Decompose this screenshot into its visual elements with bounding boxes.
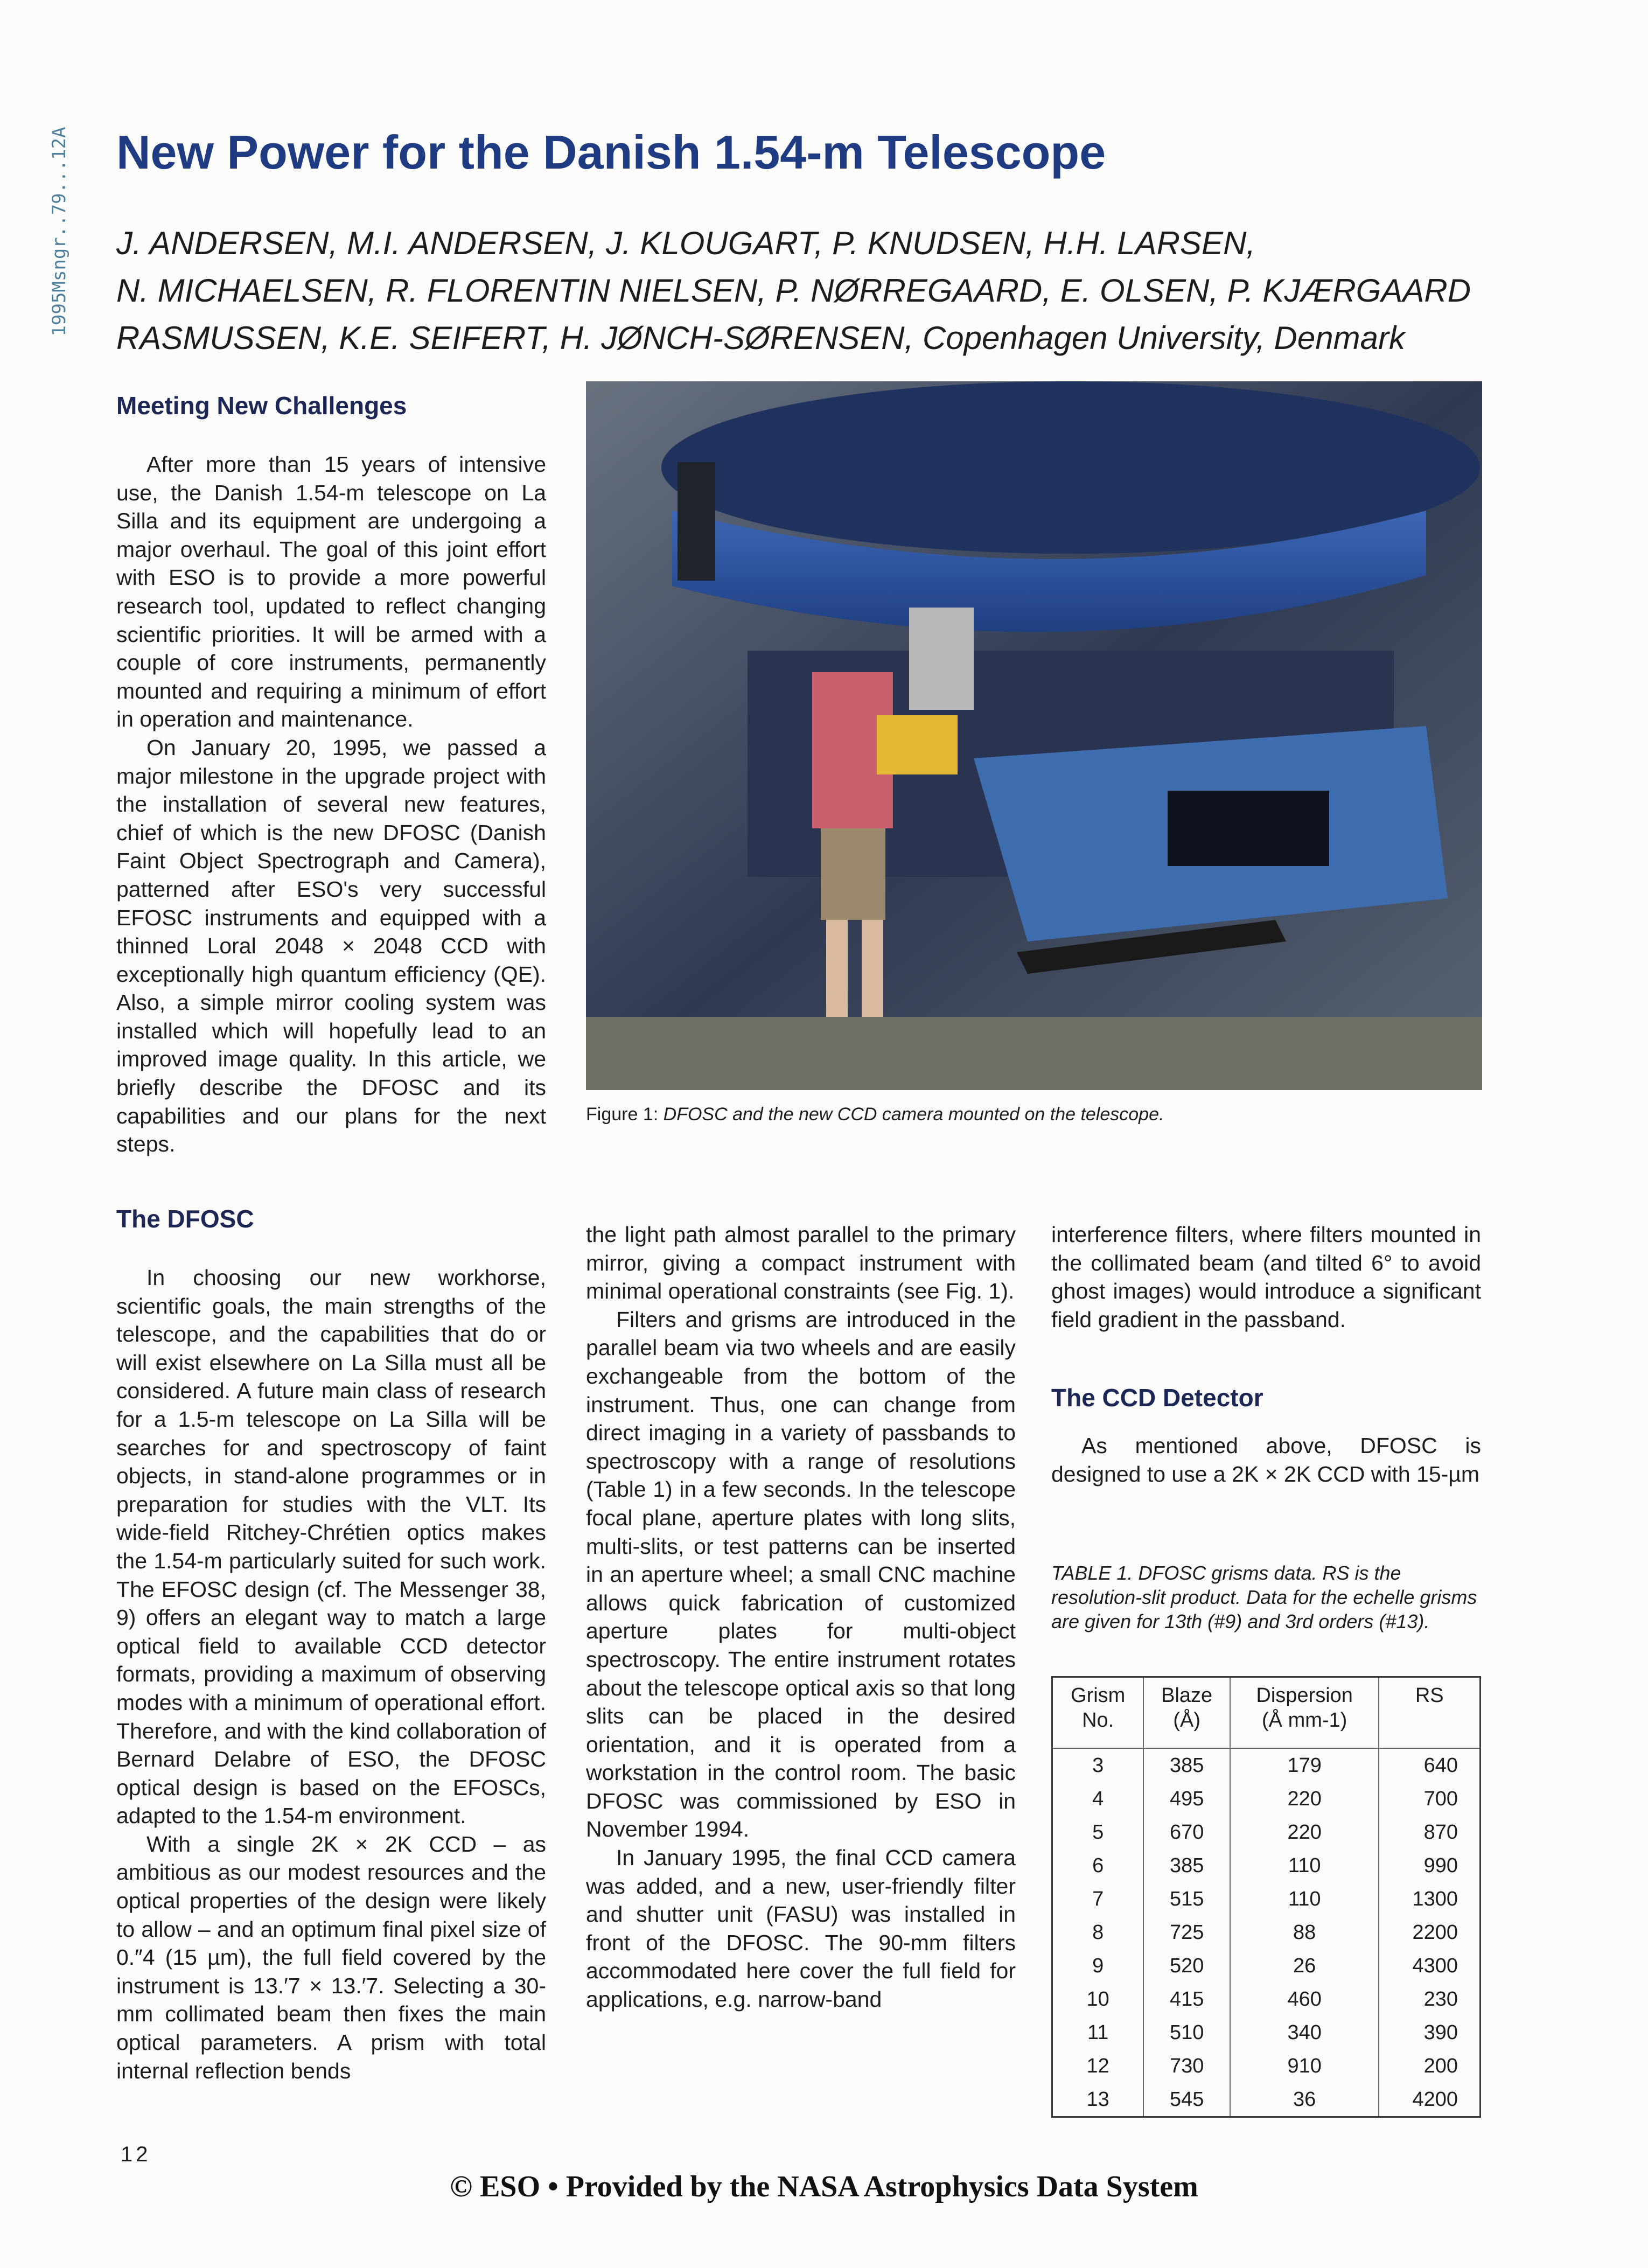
- paragraph: On January 20, 1995, we passed a major milestone in the upgrade project with the installation of several new features, chief of which is the new DFOSC (Danish Faint Object Spectrograph and Camera), patterned after ESO's very successful EFOSC instruments and equipped with a thinned Loral 2048 × 2048 CCD with exceptionally high quantum efficiency (QE). Also, a simple mirror cooling system was installed which will hopefully lead to an improved image quality. In this article, we briefly describe the DFOSC and its capabilities and our plans for the next steps.: [116, 735, 546, 1157]
- telescope-photo-illustration: [586, 381, 1482, 1090]
- table-row: 3 385 179 640: [1052, 1748, 1481, 1782]
- author-line: RASMUSSEN, K.E. SEIFERT, H. JØNCH-SØRENSEN, Copenhagen University, Denmark: [116, 320, 1405, 356]
- table-row: 7 515 110 1300: [1052, 1882, 1481, 1916]
- paragraph: In January 1995, the final CCD camera was added, and a new, user-friendly filter and shutter unit (FASU) was installed in front of the DFOSC. The 90-mm filters accommodated here cover the full field for applications, e.g. narrow-band: [586, 1845, 1016, 2012]
- figure-photo: [586, 381, 1482, 1090]
- section-heading-ccd: The CCD Detector: [1051, 1384, 1263, 1412]
- table-row: 11 510 340 390: [1052, 2016, 1481, 2049]
- table-row: 8 725 88 2200: [1052, 1916, 1481, 1949]
- paragraph: Filters and grisms are introduced in the parallel beam via two wheels and are easily exchangeable from the bottom of the instrument. Thus, one can change from direct imaging in a variety of passbands to spectroscopy with a range of resolutions (Table 1) in a few seconds. In the telescope focal plane, aperture plates with long slits, multi-slits, or test patterns can be inserted in an aperture wheel; a small CNC machine allows quick fabrication of customized aperture plates for multi-object spectroscopy. The entire instrument rotates about the telescope optical axis so that long slits can be placed in the desired orientation, and it is operated from a workstation in the control room. The basic DFOSC was commissioned by ESO in November 1994.: [586, 1307, 1016, 1842]
- caption-text: DFOSC and the new CCD camera mounted on the telescope.: [663, 1104, 1164, 1125]
- header-grism: Grism No.: [1052, 1677, 1144, 1749]
- paragraph: interference filters, where filters mounted in the collimated beam (and tilted 6° to avoid ghost images) would introduce a significant field gradient in the passband.: [1051, 1222, 1481, 1332]
- dfosc-column-3: [1051, 1220, 1481, 1334]
- ccd-column: [1051, 1432, 1481, 1488]
- section-heading-dfosc: The DFOSC: [116, 1205, 254, 1233]
- paragraph: In choosing our new workhorse, scientific goals, the main strengths of the telescope, and the capabilities that do or will exist elsewhere on La Silla must all be considered. A future main class of research for a 1.5-m telescope on La Silla will be searches for and spectroscopy of faint objects, in stand-alone programmes or in preparation for studies with the VLT. Its wide-field Ritchey-Chrétien optics makes the 1.54-m particularly suited for such work. The EFOSC design (cf. The Messenger 38, 9) offers an elegant way to match a large optical field to available CCD detector formats, providing a maximum of observing modes with a minimum of operational effort. Therefore, and with the kind collaboration of Bernard Delabre of ESO, the DFOSC optical design is based on the EFOSCs, adapted to the 1.54-m environment.: [116, 1265, 546, 1829]
- page-number: 12: [121, 2143, 151, 2166]
- table-row: 9 520 26 4300: [1052, 1949, 1481, 1983]
- header-rs: RS: [1379, 1677, 1480, 1749]
- caption-label: Figure 1:: [586, 1104, 659, 1125]
- table-row: 5 670 220 870: [1052, 1816, 1481, 1849]
- paragraph: As mentioned above, DFOSC is designed to use a 2K × 2K CCD with 15-µm: [1051, 1433, 1481, 1487]
- header-dispersion: Dispersion (Å mm-1): [1230, 1677, 1379, 1749]
- author-list: [116, 220, 1538, 362]
- paragraph: With a single 2K × 2K CCD – as ambitious as our modest resources and the optical properties of the design were likely to allow – and an optimum final pixel size of 0.″4 (15 µm), the full field covered by the instrument is 13.′7 × 13.′7. Selecting a 30-mm collimated beam then fixes the main optical parameters. A prism with total internal reflection bends: [116, 1831, 546, 2083]
- table-row: 10 415 460 230: [1052, 1983, 1481, 2016]
- header-blaze: Blaze (Å): [1143, 1677, 1230, 1749]
- margin-bibcode: [43, 81, 75, 382]
- footer-credit: © ESO • Provided by the NASA Astrophysics Data System: [450, 2170, 1198, 2203]
- intro-column: [116, 450, 546, 1159]
- table-row: 4 495 220 700: [1052, 1782, 1481, 1816]
- paragraph: After more than 15 years of intensive use, the Danish 1.54-m telescope on La Silla and its equipment are undergoing a major overhaul. The goal of this joint effort with ESO is to provide a more powerful research tool, updated to reflect changing scientific priorities. It will be armed with a couple of core instruments, permanently mounted and requiring a minimum of effort in operation and maintenance.: [116, 452, 546, 732]
- table-row: 13 545 36 4200: [1052, 2083, 1481, 2117]
- table-header-row: [1052, 1677, 1481, 1749]
- section-heading-challenges: Meeting New Challenges: [116, 392, 407, 420]
- dfosc-column-1: [116, 1264, 546, 2085]
- paragraph: the light path almost parallel to the primary mirror, giving a compact instrument with minimal operational constraints (see Fig. 1).: [586, 1222, 1016, 1304]
- article-title: New Power for the Danish 1.54-m Telescope: [116, 125, 1106, 179]
- grism-table: [1051, 1676, 1481, 2118]
- table-caption: TABLE 1. DFOSC grisms data. RS is the resolution-slit product. Data for the echelle grisms are given for 13th (#9) and 3rd orders (#13).: [1051, 1562, 1477, 1632]
- table-row: 12 730 910 200: [1052, 2049, 1481, 2083]
- author-line: N. MICHAELSEN, R. FLORENTIN NIELSEN, P. NØRREGAARD, E. OLSEN, P. KJÆRGAARD: [116, 273, 1471, 309]
- bibcode-text: 1995Msngr..79...12A: [48, 127, 70, 337]
- table-row: 6 385 110 990: [1052, 1849, 1481, 1882]
- author-line: J. ANDERSEN, M.I. ANDERSEN, J. KLOUGART, P. KNUDSEN, H.H. LARSEN,: [116, 225, 1255, 261]
- figure-caption: [586, 1104, 1491, 1125]
- dfosc-column-2: [586, 1220, 1016, 2014]
